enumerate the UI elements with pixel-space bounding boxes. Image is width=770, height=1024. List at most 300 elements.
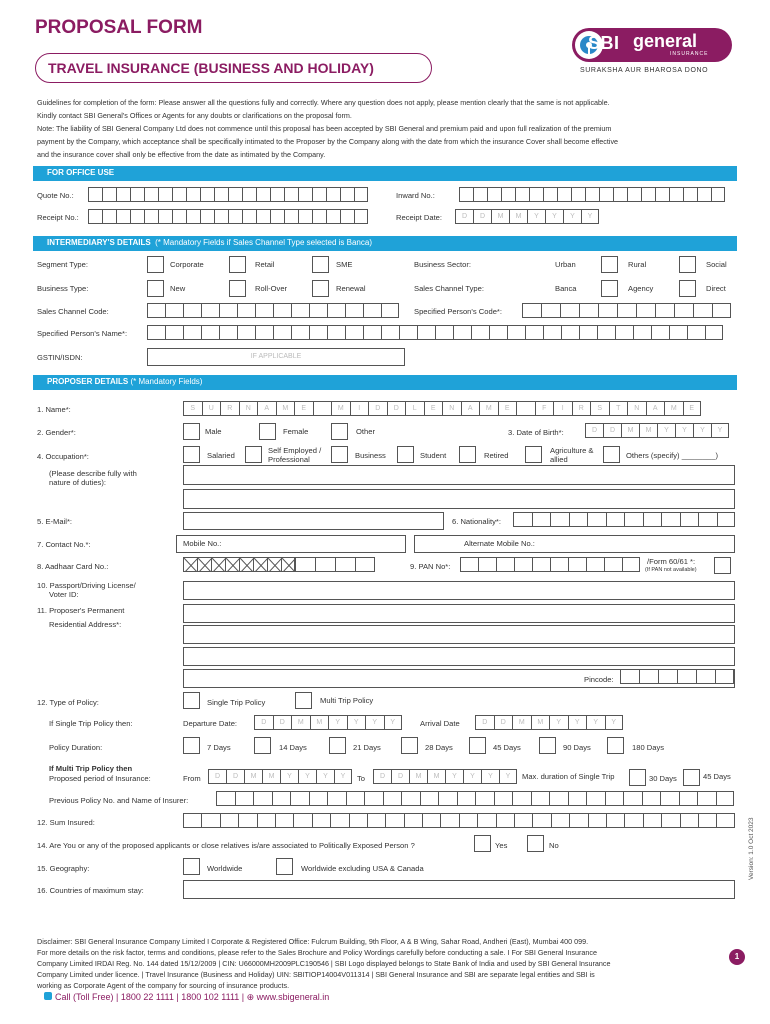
char-box[interactable] bbox=[364, 791, 383, 806]
banca-checkbox[interactable] bbox=[601, 280, 618, 297]
char-box[interactable]: M bbox=[479, 401, 498, 416]
char-box[interactable] bbox=[633, 325, 651, 340]
char-box[interactable]: Y bbox=[384, 715, 403, 730]
char-box[interactable] bbox=[200, 209, 214, 224]
worldwide-checkbox[interactable] bbox=[183, 858, 200, 875]
char-box[interactable]: E bbox=[498, 401, 517, 416]
char-box[interactable]: Y bbox=[463, 769, 481, 784]
char-box[interactable] bbox=[130, 187, 144, 202]
arrival-input[interactable] bbox=[475, 715, 623, 730]
char-box[interactable]: Y bbox=[568, 715, 587, 730]
char-box[interactable]: N bbox=[442, 401, 461, 416]
pincode-input[interactable] bbox=[620, 669, 734, 684]
retail-checkbox[interactable] bbox=[229, 256, 246, 273]
char-box[interactable]: Y bbox=[280, 769, 298, 784]
char-box[interactable]: M bbox=[409, 769, 427, 784]
char-box[interactable] bbox=[256, 187, 270, 202]
rural-checkbox[interactable] bbox=[679, 256, 696, 273]
char-box[interactable] bbox=[711, 187, 725, 202]
char-box[interactable]: E bbox=[424, 401, 443, 416]
char-box[interactable] bbox=[459, 187, 473, 202]
char-box[interactable] bbox=[489, 325, 507, 340]
char-box[interactable]: D bbox=[603, 423, 621, 438]
char-box[interactable] bbox=[165, 325, 183, 340]
char-box[interactable] bbox=[661, 512, 680, 527]
char-box[interactable] bbox=[683, 187, 697, 202]
char-box[interactable]: Y bbox=[445, 769, 463, 784]
char-box[interactable] bbox=[255, 303, 273, 318]
nationality-input[interactable] bbox=[513, 512, 735, 527]
salaried-checkbox[interactable] bbox=[183, 446, 200, 463]
char-box[interactable]: Y bbox=[693, 423, 711, 438]
days-14-checkbox[interactable] bbox=[254, 737, 271, 754]
char-box[interactable]: Y bbox=[316, 769, 334, 784]
char-box[interactable]: Y bbox=[586, 715, 605, 730]
char-box[interactable] bbox=[327, 303, 345, 318]
rollover-checkbox[interactable] bbox=[229, 280, 246, 297]
char-box[interactable] bbox=[200, 187, 214, 202]
urban-checkbox[interactable] bbox=[601, 256, 618, 273]
to-date-input[interactable] bbox=[373, 769, 517, 784]
char-box[interactable]: A bbox=[646, 401, 665, 416]
char-box[interactable]: Y bbox=[549, 715, 568, 730]
char-box[interactable] bbox=[693, 303, 712, 318]
char-box[interactable] bbox=[496, 557, 514, 572]
char-box[interactable] bbox=[507, 325, 525, 340]
sp-name-input[interactable] bbox=[147, 325, 723, 340]
char-box[interactable] bbox=[597, 325, 615, 340]
char-box[interactable] bbox=[340, 209, 354, 224]
receipt-input[interactable] bbox=[88, 209, 368, 224]
char-box[interactable] bbox=[605, 791, 624, 806]
char-box[interactable] bbox=[587, 512, 606, 527]
char-box[interactable] bbox=[717, 512, 736, 527]
char-box[interactable] bbox=[697, 187, 711, 202]
char-box[interactable] bbox=[330, 813, 348, 828]
days-21-checkbox[interactable] bbox=[329, 737, 346, 754]
char-box[interactable] bbox=[585, 187, 599, 202]
char-box[interactable] bbox=[550, 557, 568, 572]
char-box[interactable] bbox=[560, 303, 579, 318]
char-box[interactable] bbox=[309, 325, 327, 340]
char-box[interactable] bbox=[165, 303, 183, 318]
char-box[interactable]: M bbox=[664, 401, 683, 416]
char-box[interactable]: Y bbox=[545, 209, 563, 224]
char-box[interactable]: I bbox=[553, 401, 572, 416]
char-box[interactable] bbox=[273, 303, 291, 318]
char-box[interactable] bbox=[598, 303, 617, 318]
char-box[interactable] bbox=[557, 187, 571, 202]
char-box[interactable]: D bbox=[473, 209, 491, 224]
char-box[interactable] bbox=[512, 791, 531, 806]
receipt-date-input[interactable] bbox=[455, 209, 599, 224]
char-box[interactable] bbox=[399, 325, 417, 340]
char-box[interactable] bbox=[186, 209, 200, 224]
char-box[interactable] bbox=[641, 187, 655, 202]
char-box[interactable]: D bbox=[368, 401, 387, 416]
days-28-checkbox[interactable] bbox=[401, 737, 418, 754]
char-box[interactable] bbox=[102, 209, 116, 224]
email-input[interactable] bbox=[183, 512, 444, 530]
char-box[interactable] bbox=[715, 669, 734, 684]
char-box[interactable] bbox=[515, 187, 529, 202]
char-box[interactable] bbox=[568, 791, 587, 806]
char-box[interactable] bbox=[636, 303, 655, 318]
char-box[interactable] bbox=[571, 187, 585, 202]
char-box[interactable] bbox=[651, 325, 669, 340]
quote-input[interactable] bbox=[88, 187, 368, 202]
departure-input[interactable] bbox=[254, 715, 402, 730]
char-box[interactable] bbox=[604, 557, 622, 572]
char-box[interactable] bbox=[453, 325, 471, 340]
char-box[interactable] bbox=[345, 303, 363, 318]
char-box[interactable]: M bbox=[310, 715, 329, 730]
char-box[interactable] bbox=[613, 187, 627, 202]
char-box[interactable] bbox=[543, 325, 561, 340]
char-box[interactable] bbox=[385, 813, 403, 828]
char-box[interactable]: Y bbox=[347, 715, 366, 730]
char-box[interactable] bbox=[186, 187, 200, 202]
char-box[interactable] bbox=[716, 791, 735, 806]
char-box[interactable] bbox=[586, 791, 605, 806]
agency-checkbox[interactable] bbox=[679, 280, 696, 297]
char-box[interactable] bbox=[514, 557, 532, 572]
char-box[interactable] bbox=[216, 791, 235, 806]
char-box[interactable]: N bbox=[627, 401, 646, 416]
char-box[interactable] bbox=[404, 813, 422, 828]
char-box[interactable] bbox=[255, 325, 273, 340]
new-checkbox[interactable] bbox=[147, 280, 164, 297]
renewal-checkbox[interactable] bbox=[312, 280, 329, 297]
corporate-checkbox[interactable] bbox=[147, 256, 164, 273]
char-box[interactable]: D bbox=[585, 423, 603, 438]
char-box[interactable] bbox=[677, 669, 696, 684]
char-box[interactable] bbox=[623, 791, 642, 806]
char-box[interactable]: D bbox=[455, 209, 473, 224]
char-box[interactable] bbox=[550, 512, 569, 527]
self-employed-checkbox[interactable] bbox=[245, 446, 262, 463]
char-box[interactable]: Y bbox=[563, 209, 581, 224]
char-box[interactable] bbox=[235, 791, 254, 806]
char-box[interactable] bbox=[541, 303, 560, 318]
char-box[interactable]: M bbox=[291, 715, 310, 730]
char-box[interactable] bbox=[435, 325, 453, 340]
char-box[interactable] bbox=[622, 557, 640, 572]
char-box[interactable] bbox=[655, 303, 674, 318]
char-box[interactable]: Y bbox=[365, 715, 384, 730]
char-box[interactable] bbox=[214, 187, 228, 202]
char-box[interactable] bbox=[687, 325, 705, 340]
char-box[interactable]: Y bbox=[328, 715, 347, 730]
char-box[interactable] bbox=[513, 512, 532, 527]
char-box[interactable] bbox=[340, 187, 354, 202]
char-box[interactable] bbox=[381, 303, 399, 318]
char-box[interactable] bbox=[291, 303, 309, 318]
char-box[interactable]: D bbox=[387, 401, 406, 416]
address-input-2[interactable] bbox=[183, 625, 735, 644]
char-box[interactable]: D bbox=[391, 769, 409, 784]
char-box[interactable] bbox=[615, 325, 633, 340]
char-box[interactable] bbox=[551, 813, 569, 828]
char-box[interactable]: Y bbox=[298, 769, 316, 784]
char-box[interactable] bbox=[144, 209, 158, 224]
char-box[interactable] bbox=[298, 209, 312, 224]
char-box[interactable] bbox=[130, 209, 144, 224]
char-box[interactable]: M bbox=[276, 401, 295, 416]
pep-no-checkbox[interactable] bbox=[527, 835, 544, 852]
single-trip-checkbox[interactable] bbox=[183, 692, 200, 709]
char-box[interactable]: U bbox=[202, 401, 221, 416]
char-box[interactable] bbox=[696, 669, 715, 684]
char-box[interactable] bbox=[516, 401, 535, 416]
char-box[interactable] bbox=[669, 325, 687, 340]
char-box[interactable] bbox=[367, 813, 385, 828]
char-box[interactable] bbox=[327, 791, 346, 806]
char-box[interactable] bbox=[237, 303, 255, 318]
char-box[interactable] bbox=[88, 209, 102, 224]
char-box[interactable] bbox=[617, 303, 636, 318]
char-box[interactable] bbox=[346, 791, 365, 806]
char-box[interactable] bbox=[326, 209, 340, 224]
char-box[interactable] bbox=[473, 187, 487, 202]
char-box[interactable]: M bbox=[639, 423, 657, 438]
char-box[interactable] bbox=[569, 512, 588, 527]
char-box[interactable] bbox=[494, 791, 513, 806]
alt-mobile-input[interactable] bbox=[414, 535, 735, 553]
char-box[interactable] bbox=[417, 325, 435, 340]
char-box[interactable] bbox=[639, 669, 658, 684]
char-box[interactable] bbox=[501, 187, 515, 202]
char-box[interactable] bbox=[624, 813, 642, 828]
previous-policy-input[interactable] bbox=[216, 791, 734, 806]
char-box[interactable] bbox=[220, 813, 238, 828]
char-box[interactable] bbox=[643, 813, 661, 828]
char-box[interactable] bbox=[309, 303, 327, 318]
char-box[interactable] bbox=[549, 791, 568, 806]
retired-checkbox[interactable] bbox=[459, 446, 476, 463]
char-box[interactable] bbox=[284, 209, 298, 224]
char-box[interactable]: Y bbox=[527, 209, 545, 224]
char-box[interactable] bbox=[293, 813, 311, 828]
char-box[interactable] bbox=[680, 512, 699, 527]
from-date-input[interactable] bbox=[208, 769, 352, 784]
business-checkbox[interactable] bbox=[331, 446, 348, 463]
char-box[interactable]: D bbox=[208, 769, 226, 784]
pep-yes-checkbox[interactable] bbox=[474, 835, 491, 852]
char-box[interactable] bbox=[705, 325, 723, 340]
char-box[interactable] bbox=[606, 512, 625, 527]
char-box[interactable] bbox=[420, 791, 439, 806]
char-box[interactable] bbox=[487, 187, 501, 202]
char-box[interactable]: Y bbox=[499, 769, 517, 784]
char-box[interactable] bbox=[309, 791, 328, 806]
sme-checkbox[interactable] bbox=[312, 256, 329, 273]
char-box[interactable] bbox=[201, 325, 219, 340]
char-box[interactable]: N bbox=[239, 401, 258, 416]
char-box[interactable] bbox=[158, 209, 172, 224]
char-box[interactable]: A bbox=[257, 401, 276, 416]
address-input-1[interactable] bbox=[183, 604, 735, 623]
male-checkbox[interactable] bbox=[183, 423, 200, 440]
char-box[interactable] bbox=[586, 557, 604, 572]
agriculture-checkbox[interactable] bbox=[525, 446, 542, 463]
countries-input[interactable] bbox=[183, 880, 735, 899]
dob-input[interactable] bbox=[585, 423, 729, 438]
char-box[interactable] bbox=[335, 557, 355, 572]
others-checkbox[interactable] bbox=[603, 446, 620, 463]
mobile-input[interactable] bbox=[176, 535, 406, 553]
char-box[interactable] bbox=[237, 325, 255, 340]
name-input[interactable] bbox=[183, 401, 701, 416]
char-box[interactable] bbox=[655, 187, 669, 202]
sp-code-input[interactable] bbox=[522, 303, 731, 318]
char-box[interactable] bbox=[275, 813, 293, 828]
char-box[interactable] bbox=[712, 303, 731, 318]
student-checkbox[interactable] bbox=[397, 446, 414, 463]
char-box[interactable] bbox=[531, 791, 550, 806]
char-box[interactable] bbox=[529, 187, 543, 202]
char-box[interactable] bbox=[496, 813, 514, 828]
char-box[interactable] bbox=[660, 791, 679, 806]
char-box[interactable] bbox=[697, 791, 716, 806]
char-box[interactable] bbox=[219, 325, 237, 340]
char-box[interactable] bbox=[624, 512, 643, 527]
char-box[interactable] bbox=[522, 303, 541, 318]
char-box[interactable]: D bbox=[254, 715, 273, 730]
char-box[interactable]: A bbox=[461, 401, 480, 416]
char-box[interactable] bbox=[680, 813, 698, 828]
sum-insured-input[interactable] bbox=[183, 813, 735, 828]
inward-input[interactable] bbox=[459, 187, 725, 202]
char-box[interactable] bbox=[599, 187, 613, 202]
char-box[interactable]: E bbox=[683, 401, 702, 416]
char-box[interactable] bbox=[313, 401, 332, 416]
char-box[interactable] bbox=[183, 325, 201, 340]
char-box[interactable] bbox=[144, 187, 158, 202]
char-box[interactable] bbox=[354, 209, 368, 224]
char-box[interactable] bbox=[327, 325, 345, 340]
char-box[interactable] bbox=[568, 557, 586, 572]
char-box[interactable] bbox=[312, 209, 326, 224]
days-180-checkbox[interactable] bbox=[607, 737, 624, 754]
char-box[interactable] bbox=[422, 813, 440, 828]
char-box[interactable] bbox=[291, 325, 309, 340]
char-box[interactable] bbox=[242, 187, 256, 202]
char-box[interactable] bbox=[284, 187, 298, 202]
char-box[interactable] bbox=[627, 187, 641, 202]
char-box[interactable] bbox=[172, 187, 186, 202]
char-box[interactable] bbox=[525, 325, 543, 340]
char-box[interactable] bbox=[345, 325, 363, 340]
char-box[interactable] bbox=[588, 813, 606, 828]
char-box[interactable]: R bbox=[220, 401, 239, 416]
char-box[interactable] bbox=[326, 187, 340, 202]
char-box[interactable] bbox=[477, 813, 495, 828]
days-90-checkbox[interactable] bbox=[539, 737, 556, 754]
char-box[interactable] bbox=[661, 813, 679, 828]
char-box[interactable]: M bbox=[262, 769, 280, 784]
occupation-detail-input-1[interactable] bbox=[183, 465, 735, 485]
char-box[interactable]: M bbox=[331, 401, 350, 416]
char-box[interactable] bbox=[228, 187, 242, 202]
char-box[interactable] bbox=[116, 187, 130, 202]
char-box[interactable] bbox=[272, 791, 291, 806]
char-box[interactable] bbox=[238, 813, 256, 828]
char-box[interactable] bbox=[460, 557, 478, 572]
char-box[interactable] bbox=[147, 303, 165, 318]
form60-checkbox[interactable] bbox=[714, 557, 731, 574]
char-box[interactable] bbox=[471, 325, 489, 340]
char-box[interactable] bbox=[312, 187, 326, 202]
char-box[interactable] bbox=[201, 813, 219, 828]
char-box[interactable]: M bbox=[427, 769, 445, 784]
days-30-checkbox[interactable] bbox=[629, 769, 646, 786]
char-box[interactable] bbox=[363, 325, 381, 340]
char-box[interactable] bbox=[669, 187, 683, 202]
char-box[interactable]: Y bbox=[675, 423, 693, 438]
char-box[interactable]: Y bbox=[605, 715, 624, 730]
char-box[interactable] bbox=[698, 813, 716, 828]
char-box[interactable] bbox=[606, 813, 624, 828]
char-box[interactable]: D bbox=[373, 769, 391, 784]
char-box[interactable] bbox=[658, 669, 677, 684]
char-box[interactable]: E bbox=[294, 401, 313, 416]
days-7-checkbox[interactable] bbox=[183, 737, 200, 754]
char-box[interactable] bbox=[273, 325, 291, 340]
female-checkbox[interactable] bbox=[259, 423, 276, 440]
days-45-checkbox[interactable] bbox=[469, 737, 486, 754]
char-box[interactable] bbox=[459, 813, 477, 828]
char-box[interactable] bbox=[253, 791, 272, 806]
aadhaar-masked-input[interactable] bbox=[183, 557, 295, 572]
char-box[interactable] bbox=[438, 791, 457, 806]
char-box[interactable] bbox=[475, 791, 494, 806]
multi-trip-checkbox[interactable] bbox=[295, 692, 312, 709]
char-box[interactable] bbox=[88, 187, 102, 202]
char-box[interactable] bbox=[172, 209, 186, 224]
char-box[interactable] bbox=[315, 557, 335, 572]
char-box[interactable] bbox=[256, 209, 270, 224]
char-box[interactable] bbox=[355, 557, 375, 572]
char-box[interactable]: M bbox=[531, 715, 550, 730]
channel-code-input[interactable] bbox=[147, 303, 399, 318]
char-box[interactable]: Y bbox=[657, 423, 675, 438]
gstin-input[interactable]: IF APPLICABLE bbox=[147, 348, 405, 366]
char-box[interactable]: Y bbox=[581, 209, 599, 224]
char-box[interactable] bbox=[532, 512, 551, 527]
address-input-3[interactable] bbox=[183, 647, 735, 666]
char-box[interactable]: D bbox=[494, 715, 513, 730]
char-box[interactable] bbox=[532, 813, 550, 828]
char-box[interactable] bbox=[457, 791, 476, 806]
char-box[interactable]: Y bbox=[711, 423, 729, 438]
char-box[interactable]: T bbox=[609, 401, 628, 416]
char-box[interactable] bbox=[679, 791, 698, 806]
char-box[interactable] bbox=[219, 303, 237, 318]
char-box[interactable] bbox=[716, 813, 734, 828]
char-box[interactable] bbox=[674, 303, 693, 318]
char-box[interactable] bbox=[363, 303, 381, 318]
char-box[interactable] bbox=[478, 557, 496, 572]
days-45b-checkbox[interactable] bbox=[683, 769, 700, 786]
pan-input[interactable] bbox=[460, 557, 640, 572]
worldwide-ex-checkbox[interactable] bbox=[276, 858, 293, 875]
char-box[interactable]: M bbox=[491, 209, 509, 224]
char-box[interactable] bbox=[381, 325, 399, 340]
char-box[interactable]: I bbox=[350, 401, 369, 416]
char-box[interactable] bbox=[514, 813, 532, 828]
char-box[interactable]: L bbox=[405, 401, 424, 416]
